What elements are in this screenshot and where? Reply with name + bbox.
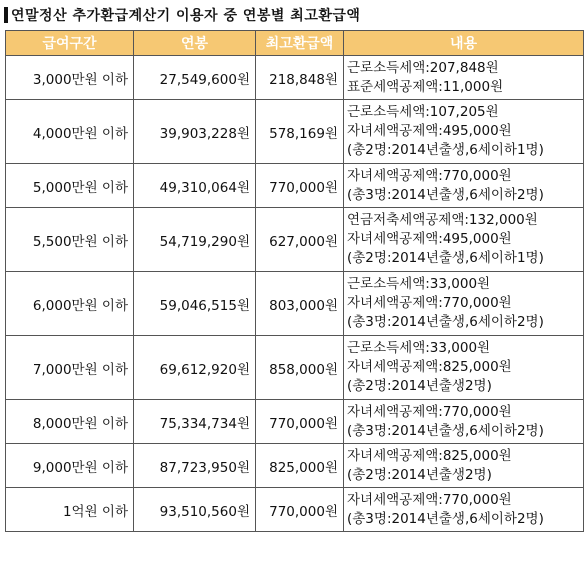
cell-detail: [344, 272, 584, 336]
cell-salary: 75,334,734원: [134, 400, 256, 444]
table-row: [6, 100, 584, 164]
cell-refund: 627,000원: [256, 208, 344, 272]
detail-line: 자녀세액공제액:770,000원: [347, 403, 512, 420]
detail-line: 자녀세액공제액:770,000원: [347, 167, 512, 184]
cell-salary: 93,510,560원: [134, 488, 256, 532]
cell-detail: [344, 164, 584, 208]
cell-detail: [344, 488, 584, 532]
detail-line: 자녀세액공제액:825,000원: [347, 359, 512, 375]
cell-detail: [344, 444, 584, 488]
cell-bracket: 6,000만원 이하: [6, 272, 134, 336]
cell-bracket: 5,000만원 이하: [6, 164, 134, 208]
cell-refund: 858,000원: [256, 336, 344, 400]
cell-salary: 27,549,600원: [134, 56, 256, 100]
detail-line: 근로소득세액:33,000원: [347, 276, 491, 292]
cell-refund: 803,000원: [256, 272, 344, 336]
cell-detail: [344, 100, 584, 164]
header-salary: 연봉: [134, 31, 256, 56]
refund-table: [5, 30, 584, 532]
cell-detail: [344, 208, 584, 272]
cell-bracket: 8,000만원 이하: [6, 400, 134, 444]
header-bracket: 급여구간: [6, 31, 134, 56]
table-row: [6, 400, 584, 444]
cell-refund: 825,000원: [256, 444, 344, 488]
detail-line: 근로소득세액:33,000원: [347, 340, 491, 356]
table-header-row: [6, 31, 584, 56]
cell-bracket: 7,000만원 이하: [6, 336, 134, 400]
cell-refund: 770,000원: [256, 488, 344, 532]
detail-line: (총3명:2014년출생,6세이하2명): [347, 422, 544, 439]
table-row: [6, 444, 584, 488]
detail-line: 자녀세액공제액:770,000원: [347, 295, 512, 311]
detail-line: (총3명:2014년출생,6세이하2명): [347, 510, 544, 527]
cell-bracket: 3,000만원 이하: [6, 56, 134, 100]
cell-refund: 218,848원: [256, 56, 344, 100]
cell-refund: 770,000원: [256, 400, 344, 444]
cell-bracket: 1억원 이하: [6, 488, 134, 532]
cell-detail: [344, 56, 584, 100]
cell-detail: [344, 336, 584, 400]
detail-line: (총3명:2014년출생,6세이하2명): [347, 314, 544, 330]
title-text: 연말정산 추가환급계산기 이용자 중 연봉별 최고환급액: [11, 8, 361, 24]
cell-salary: 39,903,228원: [134, 100, 256, 164]
cell-salary: 87,723,950원: [134, 444, 256, 488]
cell-refund: 578,169원: [256, 100, 344, 164]
detail-line: 자녀세액공제액:770,000원: [347, 491, 512, 508]
cell-salary: 49,310,064원: [134, 164, 256, 208]
title-marker: [4, 7, 8, 23]
cell-bracket: 4,000만원 이하: [6, 100, 134, 164]
detail-line: 표준세액공제액:11,000원: [347, 78, 504, 95]
detail-line: (총2명:2014년출생2명): [347, 466, 492, 483]
table-row: [6, 208, 584, 272]
detail-line: (총2명:2014년출생,6세이하1명): [347, 142, 544, 158]
detail-line: 연금저축세액공제액:132,000원: [347, 212, 538, 228]
detail-line: (총2명:2014년출생,6세이하1명): [347, 250, 544, 266]
table-row: [6, 56, 584, 100]
header-detail: 내용: [344, 31, 584, 56]
header-refund: 최고환급액: [256, 31, 344, 56]
table-row: [6, 488, 584, 532]
detail-line: 자녀세액공제액:825,000원: [347, 447, 512, 464]
detail-line: 근로소득세액:107,205원: [347, 104, 499, 120]
detail-line: (총2명:2014년출생2명): [347, 378, 492, 394]
cell-salary: 54,719,290원: [134, 208, 256, 272]
cell-refund: 770,000원: [256, 164, 344, 208]
table-row: [6, 272, 584, 336]
detail-line: 자녀세액공제액:495,000원: [347, 231, 512, 247]
cell-salary: 59,046,515원: [134, 272, 256, 336]
cell-salary: 69,612,920원: [134, 336, 256, 400]
detail-line: 근로소득세액:207,848원: [347, 59, 499, 76]
cell-detail: [344, 400, 584, 444]
page-title: [4, 4, 360, 26]
table-row: [6, 336, 584, 400]
cell-bracket: 5,500만원 이하: [6, 208, 134, 272]
detail-line: (총3명:2014년출생,6세이하2명): [347, 186, 544, 203]
table-row: [6, 164, 584, 208]
cell-bracket: 9,000만원 이하: [6, 444, 134, 488]
detail-line: 자녀세액공제액:495,000원: [347, 123, 512, 139]
